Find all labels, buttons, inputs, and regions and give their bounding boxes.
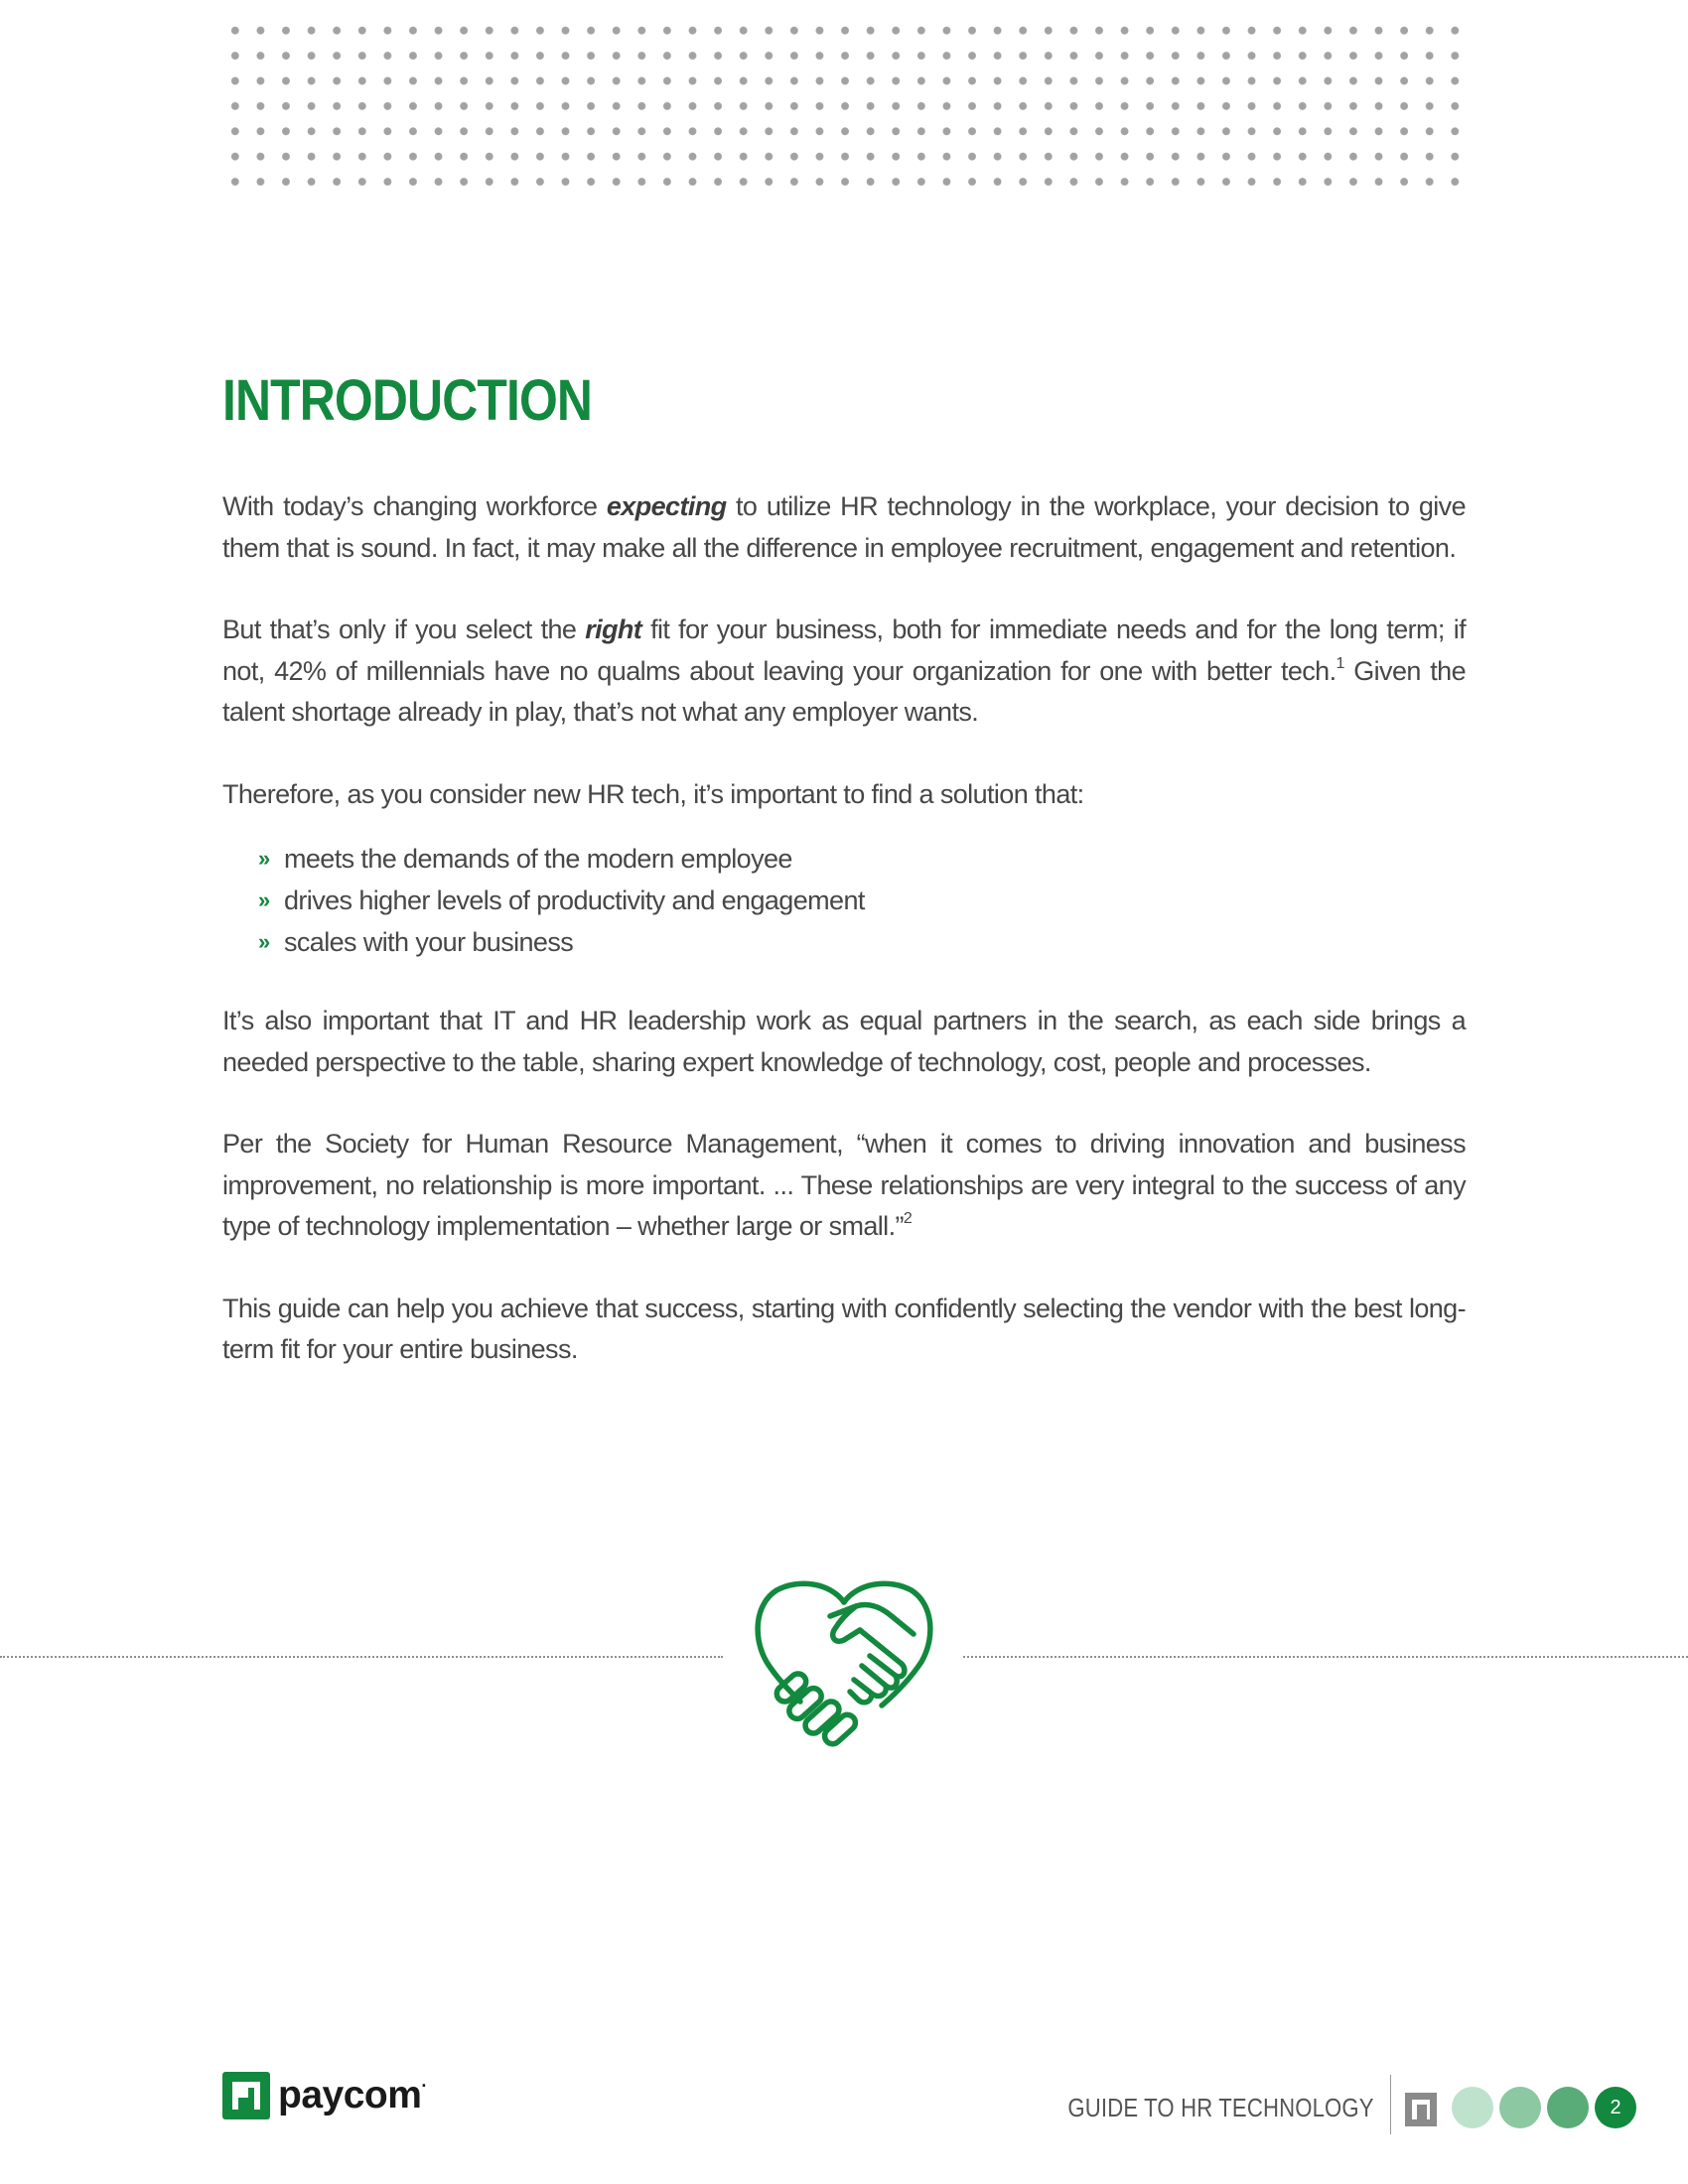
progress-dot-3: [1547, 2087, 1589, 2128]
footer-separator: [1390, 2075, 1391, 2134]
paycom-logo-icon: [222, 2072, 270, 2119]
brand-wordmark: paycom: [278, 2074, 422, 2116]
emphasis-right: right: [585, 614, 642, 644]
brand-trademark-dot: ·: [421, 2076, 427, 2096]
paycom-mark-icon: [1405, 2093, 1437, 2126]
list-item-text: scales with your business: [284, 927, 574, 957]
progress-dot-1: [1452, 2087, 1493, 2128]
paragraph-2-text-b: fit for your business, both for immediate needs and for the long term; if not, 42% of millennials have no qualms about leaving your organization for one with better tech.: [222, 614, 1467, 686]
paragraph-6: This guide can help you achieve that success, starting with confidently selecting the vendor with the best long-term fit for your entire business.: [222, 1293, 1466, 1364]
chevron-bullet-icon: »: [258, 846, 270, 871]
list-item: [258, 838, 1466, 880]
dot-grid-decoration: [222, 18, 1462, 187]
paycom-logo: [222, 2072, 427, 2119]
intro-body: [222, 486, 1466, 1412]
paragraph-2: [222, 610, 1466, 734]
footnote-ref-2: 2: [903, 1210, 913, 1227]
paragraph-1-text-b: to utilize HR technology in the workplace, your decision to give them that is sound. In fact, it may make all the difference in employee recruitment, engagement and retention.: [222, 491, 1466, 563]
paragraph-1-text-a: With today’s changing workforce: [222, 491, 607, 521]
paragraph-1: [222, 486, 1466, 569]
paragraph-3: Therefore, as you consider new HR tech, it’s important to find a solution that:: [222, 778, 1084, 809]
dotted-divider-right: [963, 1656, 1688, 1658]
footnote-ref-1: 1: [1336, 654, 1344, 672]
list-item: [258, 921, 1466, 963]
brand-name: [278, 2074, 427, 2117]
paragraph-5-text: Per the Society for Human Resource Management, “when it comes to driving innovation and business improvement, no relationship is more important. ... These relationships are very integral to the success of any type of technology implementation – whether large or small.”: [222, 1129, 1466, 1241]
page-title: INTRODUCTION: [222, 368, 593, 433]
paragraph-4: It’s also important that IT and HR leadership work as equal partners in the search, as each side brings a needed perspective to the table, sharing expert knowledge of technology, cost, people and processes.: [222, 1006, 1466, 1077]
emphasis-expecting: expecting: [606, 491, 727, 521]
page-number: 2: [1595, 2087, 1636, 2128]
paragraph-5: [222, 1124, 1466, 1248]
list-item-text: meets the demands of the modern employee: [284, 844, 792, 874]
dotted-divider-left: [0, 1656, 723, 1658]
solution-criteria-list: [222, 838, 1466, 963]
handshake-heart-icon: [753, 1576, 935, 1753]
list-item-text: drives higher levels of productivity and engagement: [284, 886, 865, 915]
chevron-bullet-icon: »: [258, 887, 270, 912]
guide-title: GUIDE TO HR TECHNOLOGY: [1067, 2093, 1374, 2122]
list-item: [258, 880, 1466, 921]
paragraph-2-text-c: Given the talent shortage already in play, that’s not what any employer wants.: [222, 655, 1466, 727]
paragraph-2-text-a: But that’s only if you select the: [222, 614, 586, 644]
chevron-bullet-icon: »: [258, 929, 270, 954]
progress-dot-2: [1499, 2087, 1541, 2128]
